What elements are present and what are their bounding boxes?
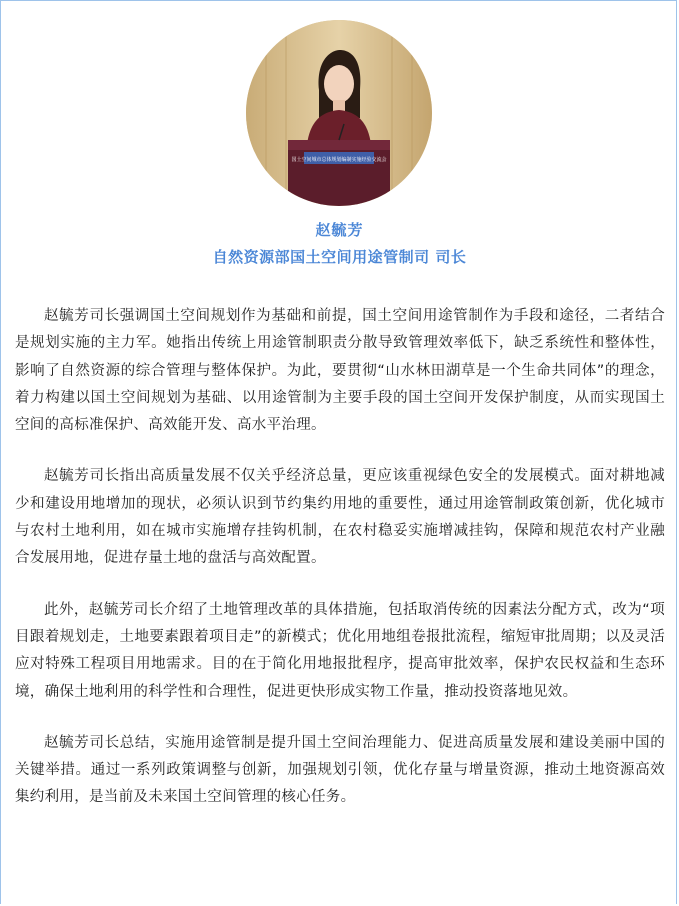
podium-banner-text: 国土空间城市总体规划编制实施经验交流会 <box>291 157 387 163</box>
paragraph-1: 赵毓芳司长强调国土空间规划作为基础和前提，国土空间用途管制作为手段和途径，二者结合是规划实施的主力军。她指出传统上用途管制职责分散导致管理效率低下，缺乏系统性和整体性，影响了自然资源的综合管理与整体保护。为此，要贯彻“山水林田湖草是一个生命共同体”的理念，着力构建以国土空间规划为基础、以用途管制为主要手段的国土空间开发保护制度，从而实现国土空间的高标准保护、高效能开发、高水平治理。 <box>15 308 665 434</box>
speaker-title: 自然资源部国土空间用途管制司 司长 <box>212 248 467 266</box>
article-body <box>15 303 665 836</box>
paragraph-4: 赵毓芳司长总结，实施用途管制是提升国土空间治理能力、促进高质量发展和建设美丽中国的关键举措。通过一系列政策调整与创新，加强规划引领，优化存量与增量资源，推动土地资源高效集约利用，是当前及未来国土空间管理的核心任务。 <box>15 734 665 806</box>
paragraph-2: 赵毓芳司长指出高质量发展不仅关乎经济总量，更应该重视绿色安全的发展模式。面对耕地减少和建设用地增加的现状，必须认识到节约集约用地的重要性，通过用途管制政策创新，优化城市与农村土地利用，如在城市实施增存挂钩机制，在农村稳妥实施增减挂钩，保障和规范农村产业融合发展用地，促进存量土地的盘活与高效配置。 <box>15 468 665 567</box>
speaker-portrait <box>246 20 432 206</box>
speaker-name: 赵毓芳 <box>315 221 364 239</box>
paragraph-3: 此外，赵毓芳司长介绍了土地管理改革的具体措施，包括取消传统的因素法分配方式，改为“项目跟着规划走，土地要素跟着项目走”的新模式；优化用地组卷报批流程，缩短审批周期；以及灵活应对特殊工程项目用地需求。目的在于简化用地报批程序，提高审批效率，保护农民权益和生态环境，确保土地利用的科学性和合理性，促进更快形成实物工作量，推动投资落地见效。 <box>15 601 665 700</box>
